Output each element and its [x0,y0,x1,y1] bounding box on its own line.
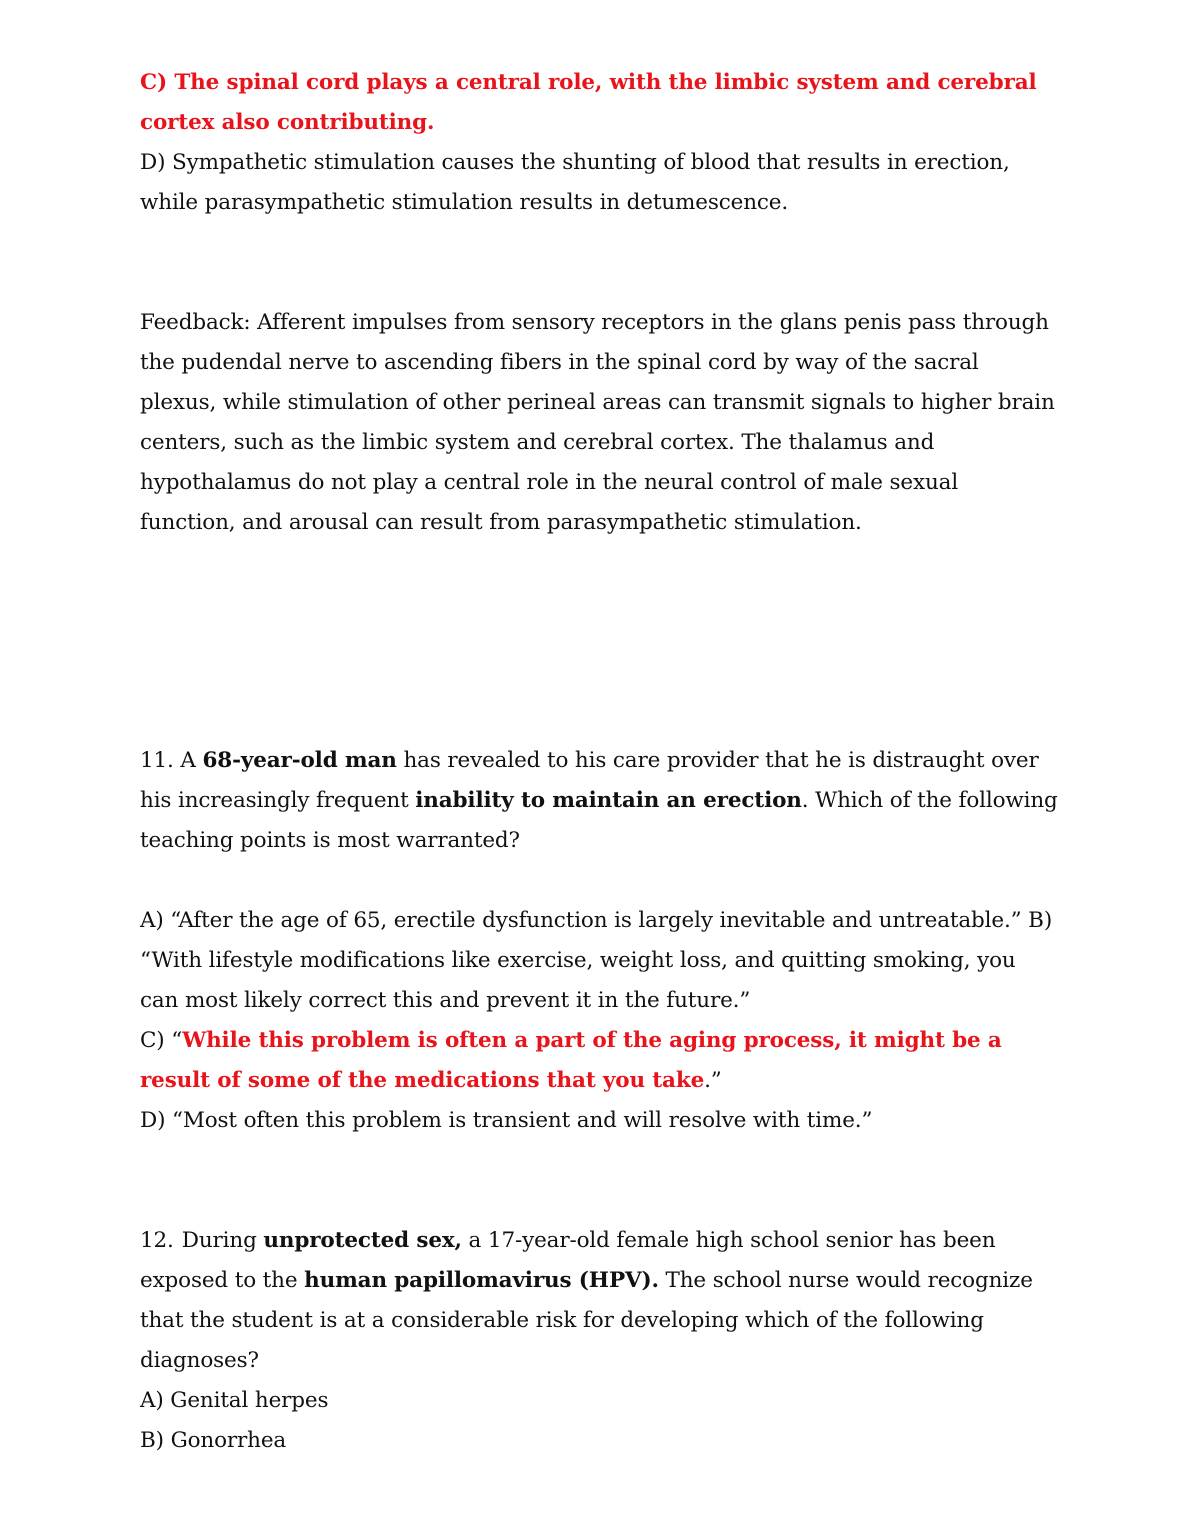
q11-number: 11. A [140,748,203,773]
q11-emphasis-age: 68-year-old man [202,748,397,773]
spacer [140,543,1060,741]
q12-stem [140,1221,1060,1381]
spacer [140,223,1060,303]
q11-option-c-prefix: C) “ [140,1028,183,1053]
q11-option-c-suffix: .” [704,1068,722,1093]
spacer [140,1141,1060,1221]
q11-emphasis-erection: inability to maintain an erection [415,788,802,813]
q12-option-b: B) Gonorrhea [140,1428,287,1453]
q11-text-2: . Which of the following teaching points is most warranted? [140,788,1058,853]
q11-option-d: D) “Most often this problem is transient and will resolve with time.” [140,1108,873,1133]
q12-text-3: The school nurse would recognize that the student is at a considerable risk for developing which of the following diagnoses? [140,1268,1033,1373]
q12-number: 12. [140,1228,174,1253]
q10-option-d: D) Sympathetic stimulation causes the shunting of blood that results in erection, while parasympathetic stimulation results in detumescence. [140,150,1010,215]
q10-feedback: Feedback: Afferent impulses from sensory receptors in the glans penis pass through the pudendal nerve to ascending fibers in the spinal cord by way of the sacral plexus, while stimulation of other perineal areas can transmit signals to higher brain centers, such as the limbic system and cerebral cortex. The thalamus and hypothalamus do not play a central role in the neural control of male sexual function, and arousal can result from parasympathetic stimulation. [140,310,1055,535]
q12-emphasis-unprotected: unprotected sex, [263,1228,462,1253]
document-page [140,63,1060,1461]
q12-option-a: A) Genital herpes [140,1388,329,1413]
q12-text-1: During [181,1228,264,1253]
q10-option-c-correct: C) The spinal cord plays a central role, with the limbic system and cerebral cortex also contributing. [140,70,1037,135]
q12-emphasis-hpv: human papillomavirus (HPV). [304,1268,659,1293]
q11-options-a-b: A) “After the age of 65, erectile dysfunction is largely inevitable and untreatable.” B) “With lifestyle modifications like exercise, weight loss, and quitting smoking, you can most likely correct this and prevent it in the future.” [140,908,1053,1013]
spacer [140,861,1060,901]
q11-text-1: has revealed to his care provider that he is distraught over his increasingly frequent [140,748,1039,813]
q11-option-c-correct: While this problem is often a part of the aging process, it might be a result of some of the medications that you take [140,1028,1002,1093]
q11-option-c [140,1021,1060,1101]
q12-text-2: a 17-year-old female high school senior has been exposed to the [140,1228,996,1293]
q11-stem [140,741,1060,861]
